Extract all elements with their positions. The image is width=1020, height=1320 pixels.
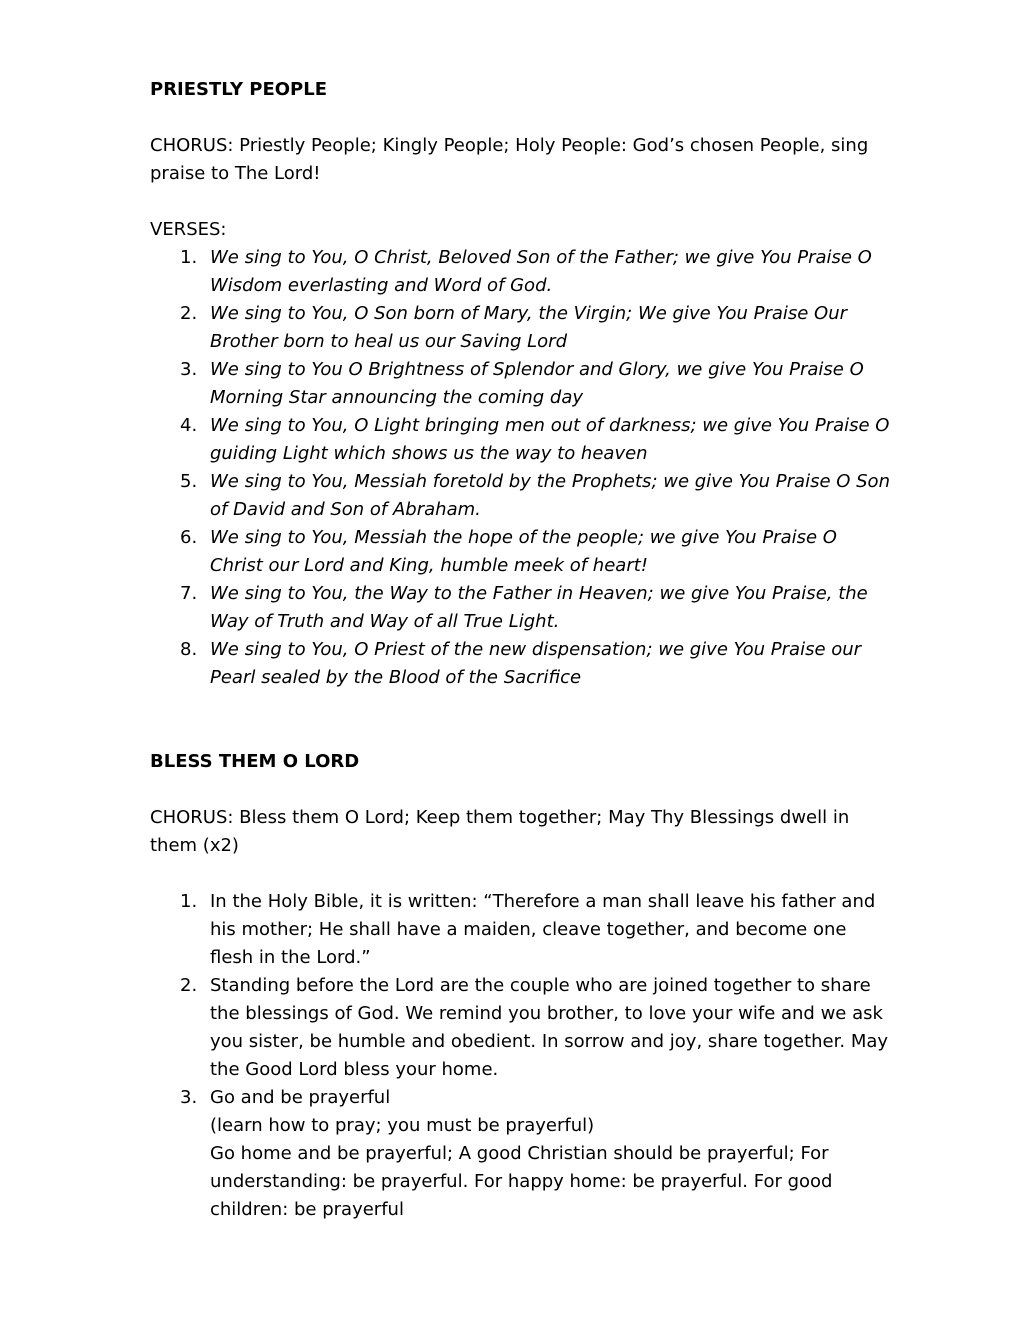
verse-number: 1.: [180, 247, 198, 268]
verse-text: We sing to You, O Christ, Beloved Son of the Father; we give You Praise O Wisdom everlasting and Word of God.: [210, 247, 872, 296]
verse-text: We sing to You, O Priest of the new dispensation; we give You Praise our Pearl sealed by the Blood of the Sacrifice: [210, 639, 862, 688]
page-content: [150, 76, 890, 1224]
verse-text: We sing to You, Messiah foretold by the Prophets; we give You Praise O Son of David and Son of Abraham.: [210, 471, 890, 520]
verse-number: 2.: [180, 303, 198, 324]
verse-text: We sing to You O Brightness of Splendor and Glory, we give You Praise O Morning Star announcing the coming day: [210, 359, 864, 408]
verse-item: [150, 580, 890, 636]
song2-verse-list: [150, 888, 890, 1224]
verse-text: Standing before the Lord are the couple who are joined together to share the blessings of God. We remind you brother, to love your wife and we ask you sister, be humble and obedient. In sorrow and joy, share together. May the Good Lord bless your home.: [210, 975, 889, 1080]
verse-text: We sing to You, Messiah the hope of the people; we give You Praise O Christ our Lord and King, humble meek of heart!: [210, 527, 837, 576]
song1-verse-list: [150, 244, 890, 692]
verse-number: 3.: [180, 1087, 198, 1108]
song1-chorus: CHORUS: Priestly People; Kingly People; Holy People: God’s chosen People, sing praise to The Lord!: [150, 135, 869, 184]
verse-text-line: (learn how to pray; you must be prayerful): [210, 1115, 595, 1136]
verse-number: 4.: [180, 415, 198, 436]
verse-item: [150, 356, 890, 412]
verse-text: We sing to You, O Light bringing men out of darkness; we give You Praise O guiding Light which shows us the way to heaven: [210, 415, 890, 464]
verse-text: We sing to You, the Way to the Father in Heaven; we give You Praise, the Way of Truth and Way of all True Light.: [210, 583, 868, 632]
verse-item: [150, 244, 890, 300]
verse-number: 2.: [180, 975, 198, 996]
verse-item: [150, 300, 890, 356]
verse-number: 7.: [180, 583, 198, 604]
verse-item: [150, 524, 890, 580]
song1-verses-label: VERSES:: [150, 219, 227, 240]
verse-number: 6.: [180, 527, 198, 548]
verse-item: [150, 972, 890, 1084]
verse-number: 3.: [180, 359, 198, 380]
song-title-bless-them-o-lord: BLESS THEM O LORD: [150, 751, 360, 772]
verse-number: 5.: [180, 471, 198, 492]
verse-number: 8.: [180, 639, 198, 660]
verse-item: [150, 636, 890, 692]
verse-text: We sing to You, O Son born of Mary, the Virgin; We give You Praise Our Brother born to heal us our Saving Lord: [210, 303, 848, 352]
verse-number: 1.: [180, 891, 198, 912]
verse-item: [150, 1084, 890, 1224]
verse-text-line: Go home and be prayerful; A good Christian should be prayerful; For understanding: be prayerful. For happy home: be prayerful. For good children: be prayerful: [210, 1143, 833, 1220]
song-title-priestly-people: PRIESTLY PEOPLE: [150, 79, 328, 100]
verse-item: [150, 888, 890, 972]
verse-text-line: Go and be prayerful: [210, 1087, 391, 1108]
verse-item: [150, 468, 890, 524]
verse-text: In the Holy Bible, it is written: “Therefore a man shall leave his father and his mother; He shall have a maiden, cleave together, and become one flesh in the Lord.”: [210, 891, 876, 968]
song2-chorus: CHORUS: Bless them O Lord; Keep them together; May Thy Blessings dwell in them (x2): [150, 807, 850, 856]
verse-item: [150, 412, 890, 468]
